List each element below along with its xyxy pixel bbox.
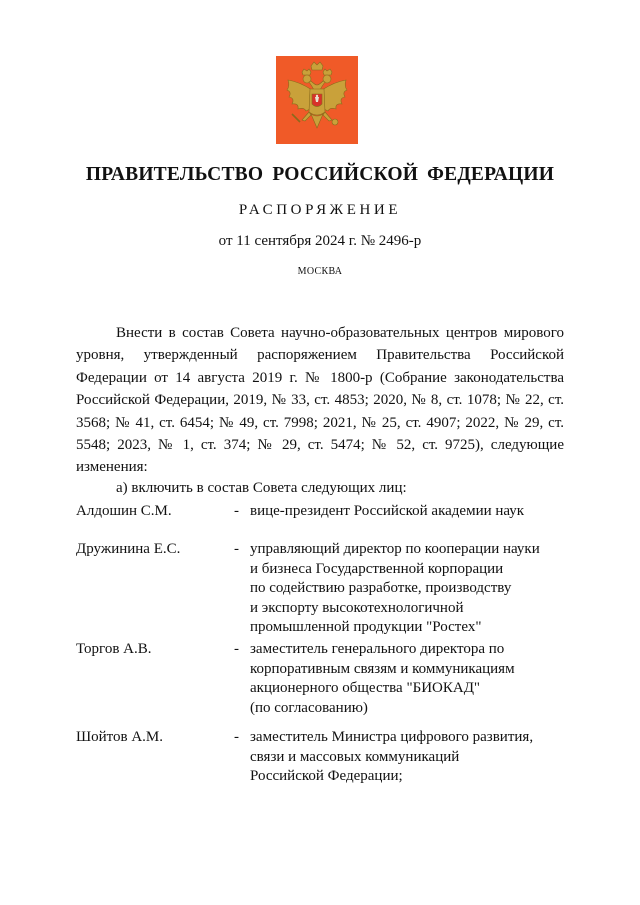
document-date-number: от 11 сентября 2024 г. № 2496-р: [218, 233, 422, 249]
member-dash: -: [234, 503, 239, 519]
member-name: Шойтов А.М.: [76, 729, 164, 745]
member-name: Алдошин С.М.: [76, 503, 172, 519]
intro-paragraph: Внести в состав Совета научно-образовательных центров мирового уровня, утвержденный распоряжением Правительства Российской Федерации от 14 августа 2019 г. № 1800-р (Собрание законодательства Российской Федерации, 2019, № 33, ст. 4853; 2020, № 8, ст. 1078; № 22, ст. 3568; № 41, ст. 6454; № 49, ст. 7998; 2021, № 25, ст. 4907; 2022, № 29, ст. 5548; 2023, № 1, ст. 374; № 29, ст. 5474; № 52, ст. 9725), следующие изменения:: [76, 325, 564, 476]
russian-coat-of-arms-icon: [276, 56, 358, 144]
member-name: Дружинина Е.С.: [76, 541, 181, 557]
document-type: РАСПОРЯЖЕНИЕ: [238, 202, 402, 218]
government-title: ПРАВИТЕЛЬСТВО РОССИЙСКОЙ ФЕДЕРАЦИИ: [85, 164, 555, 185]
member-dash: -: [234, 541, 239, 557]
city-label: МОСКВА: [297, 266, 343, 277]
member-dash: -: [234, 641, 239, 657]
member-position: вице-президент Российской академии наук: [250, 503, 525, 519]
member-position: заместитель генерального директора по корпоративным связям и коммуникациям акционерного общества "БИОКАД" (по согласованию): [250, 641, 515, 716]
sub-paragraph-a: а) включить в состав Совета следующих лиц:: [116, 480, 407, 496]
member-position: управляющий директор по кооперации науки и бизнеса Государственной корпорации по содействию разработке, производству и экспорту высокотехнологичной промышленной продукции "Ростех": [250, 541, 540, 635]
member-name: Торгов А.В.: [76, 641, 152, 657]
member-position: заместитель Министра цифрового развития, связи и массовых коммуникаций Российской Федерации;: [250, 729, 534, 784]
member-dash: -: [234, 729, 239, 745]
